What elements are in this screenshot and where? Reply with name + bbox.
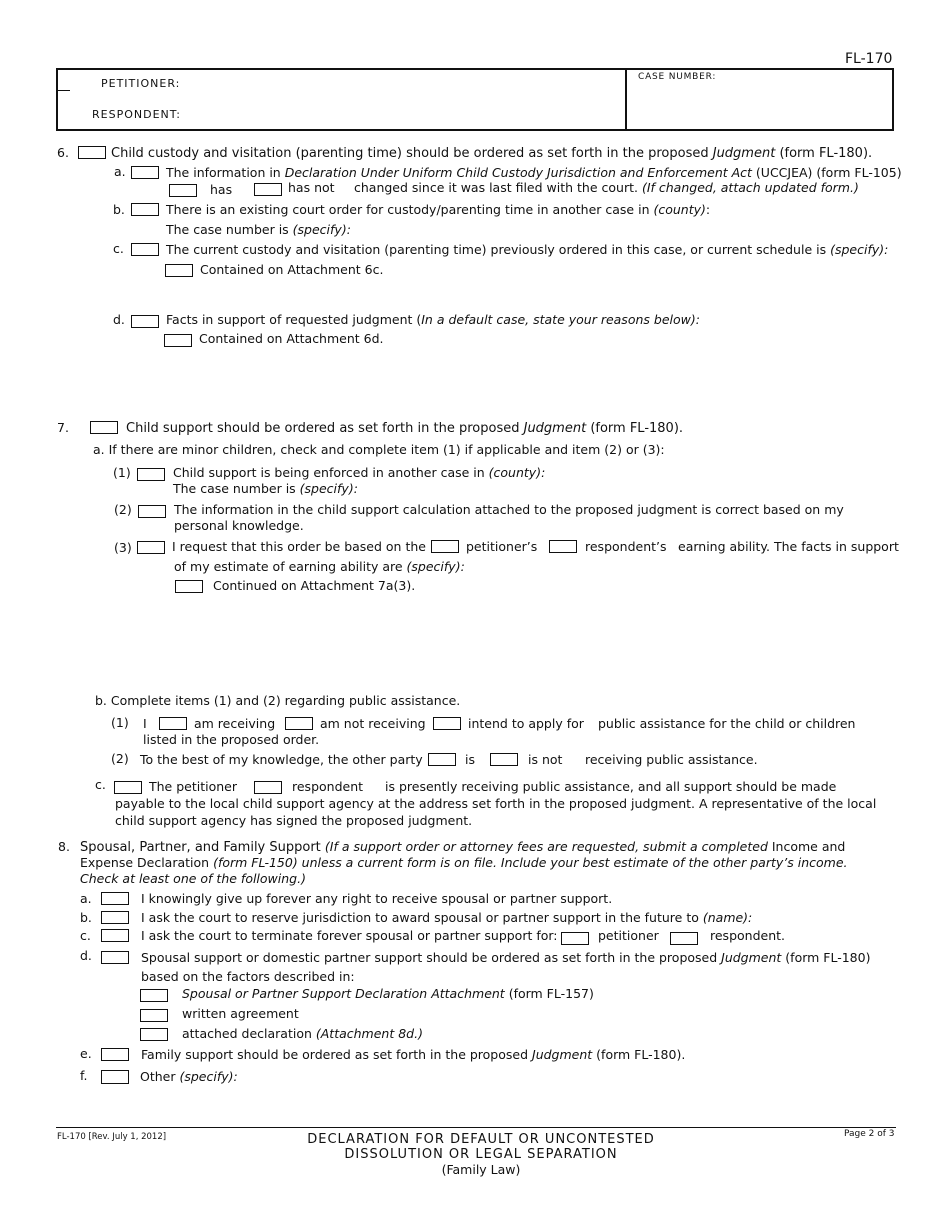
s8c-respondent-checkbox[interactable] <box>670 932 698 945</box>
s8c-text: I ask the court to terminate forever spousal or partner support for: <box>141 928 558 943</box>
s8e-checkbox[interactable] <box>101 1048 129 1061</box>
s7a3-petitioner-checkbox[interactable] <box>431 540 459 553</box>
s6a-has-checkbox[interactable] <box>169 184 197 197</box>
s7b1-am-receiving-checkbox[interactable] <box>159 717 187 730</box>
s7b1-intend-label: intend to apply for <box>468 716 584 731</box>
s6d-letter: d. <box>113 312 125 327</box>
s8-title-line3: Check at least one of the following.) <box>80 871 306 886</box>
s8d-option1-label: Spousal or Partner Support Declaration Attachment (form FL-157) <box>182 986 594 1001</box>
s8-number: 8. <box>58 839 70 854</box>
s7a1-checkbox[interactable] <box>137 468 165 481</box>
s8a-letter: a. <box>80 891 92 906</box>
s7c-end-text: is presently receiving public assistance, and all support should be made <box>385 779 837 794</box>
s7b1-i: I <box>143 716 147 731</box>
s7a-text: a. If there are minor children, check and complete item (1) if applicable and item (2) or (3): <box>93 442 665 457</box>
s8c-letter: c. <box>80 928 91 943</box>
s8d-letter: d. <box>80 948 92 963</box>
s6c-attach-text: Contained on Attachment 6c. <box>200 262 384 277</box>
s8f-text: Other (specify): <box>140 1069 238 1084</box>
footer-page-number: Page 2 of 3 <box>844 1129 895 1139</box>
petitioner-label: PETITIONER: <box>101 77 181 90</box>
caption-mark <box>56 90 70 91</box>
s8a-text: I knowingly give up forever any right to receive spousal or partner support. <box>141 891 613 906</box>
s7c-text-line3: child support agency has signed the proposed judgment. <box>115 813 473 828</box>
s6-checkbox[interactable] <box>78 146 106 159</box>
s7b1-text-line2: listed in the proposed order. <box>143 732 320 747</box>
footer-title-line2: DISSOLUTION OR LEGAL SEPARATION <box>344 1147 618 1162</box>
s6c-letter: c. <box>113 241 124 256</box>
caption-box <box>56 68 894 131</box>
s6d-checkbox[interactable] <box>131 315 159 328</box>
case-number-label: CASE NUMBER: <box>638 72 717 82</box>
s7a3-petitioner-label: petitioner’s <box>466 539 538 554</box>
s7b1-am-not-receiving-label: am not receiving <box>320 716 426 731</box>
s8d-option2-label: written agreement <box>182 1006 299 1021</box>
s7b1-intend-checkbox[interactable] <box>433 717 461 730</box>
s8b-letter: b. <box>80 910 92 925</box>
s7c-letter: c. <box>95 777 106 792</box>
s8d-text-line2: based on the factors described in: <box>141 969 355 984</box>
s7a1-text: Child support is being enforced in another case in (county): <box>173 465 546 480</box>
s7b1-am-not-receiving-checkbox[interactable] <box>285 717 313 730</box>
s7a2-checkbox[interactable] <box>138 505 166 518</box>
s7a3-attach-text: Continued on Attachment 7a(3). <box>213 578 416 593</box>
s8d-option1-checkbox[interactable] <box>140 989 168 1002</box>
s7a2-text-line1: The information in the child support calculation attached to the proposed judgment is correct based on my <box>174 502 844 517</box>
s6a-has-label: has <box>210 182 233 197</box>
s7a2-text-line2: personal knowledge. <box>174 518 304 533</box>
respondent-label: RESPONDENT: <box>92 108 181 121</box>
s7a3-checkbox[interactable] <box>137 541 165 554</box>
s6b-text: There is an existing court order for custody/parenting time in another case in (county): <box>166 202 711 217</box>
s8c-respondent-label: respondent. <box>710 928 785 943</box>
footer-rule <box>56 1127 896 1128</box>
s8c-petitioner-label: petitioner <box>598 928 659 943</box>
s7a3-number: (3) <box>114 540 132 555</box>
s7-number: 7. <box>57 420 69 435</box>
s7a1-number: (1) <box>113 465 131 480</box>
s7b2-isnot-label: is not <box>528 752 563 767</box>
s8a-checkbox[interactable] <box>101 892 129 905</box>
s8f-checkbox[interactable] <box>101 1070 129 1084</box>
s8b-text: I ask the court to reserve jurisdiction to award spousal or partner support in the future to (name): <box>141 910 753 925</box>
s6a-checkbox[interactable] <box>131 166 159 179</box>
s6a-hasnot-checkbox[interactable] <box>254 183 282 196</box>
s7-text: Child support should be ordered as set forth in the proposed Judgment (form FL-180). <box>126 421 684 436</box>
s6c-checkbox[interactable] <box>131 243 159 256</box>
s8-title: Spousal, Partner, and Family Support (If a support order or attorney fees are requested, submit a completed Income and <box>80 839 846 855</box>
s7b-text: b. Complete items (1) and (2) regarding public assistance. <box>95 693 461 708</box>
s7b1-am-receiving-label: am receiving <box>194 716 276 731</box>
s6-text: Child custody and visitation (parenting time) should be ordered as set forth in the proposed Judgment (form FL-180). <box>111 146 873 161</box>
s8c-petitioner-checkbox[interactable] <box>561 932 589 945</box>
s6c-text: The current custody and visitation (parenting time) previously ordered in this case, or current schedule is (specify): <box>166 242 889 257</box>
s7c-respondent-checkbox[interactable] <box>254 781 282 794</box>
s6-number: 6. <box>57 145 69 160</box>
s7a1-case-text: The case number is (specify): <box>173 481 358 496</box>
s6a-text: The information in Declaration Under Uniform Child Custody Jurisdiction and Enforcement Act (UCCJEA) (form FL-105) <box>166 165 902 180</box>
caption-divider <box>625 68 627 131</box>
s8d-option2-checkbox[interactable] <box>140 1009 168 1022</box>
s7b1-end-text: public assistance for the child or children <box>598 716 856 731</box>
s6d-attach-checkbox[interactable] <box>164 334 192 347</box>
s6b-letter: b. <box>113 202 125 217</box>
s6c-attach-checkbox[interactable] <box>165 264 193 277</box>
s7c-respondent-label: respondent <box>292 779 364 794</box>
s7c-petitioner-checkbox[interactable] <box>114 781 142 794</box>
s7b2-is-checkbox[interactable] <box>428 753 456 766</box>
footer-title-line3: (Family Law) <box>441 1162 521 1177</box>
s8e-text: Family support should be ordered as set forth in the proposed Judgment (form FL-180). <box>141 1047 686 1062</box>
s6a-hasnot-label: has not <box>288 180 335 195</box>
footer-title-line1: DECLARATION FOR DEFAULT OR UNCONTESTED <box>307 1132 655 1147</box>
s8d-checkbox[interactable] <box>101 951 129 964</box>
s7c-petitioner-label: The petitioner <box>149 779 237 794</box>
s7a3-attach-checkbox[interactable] <box>175 580 203 593</box>
s6b-checkbox[interactable] <box>131 203 159 216</box>
s8d-option3-checkbox[interactable] <box>140 1028 168 1041</box>
s8e-letter: e. <box>80 1046 92 1061</box>
s7b2-is-label: is <box>465 752 475 767</box>
s6d-text: Facts in support of requested judgment (In a default case, state your reasons below): <box>166 312 700 327</box>
s7a3-end-text: earning ability. The facts in support <box>678 539 899 554</box>
s7b2-isnot-checkbox[interactable] <box>490 753 518 766</box>
s7a3-text: I request that this order be based on the <box>172 539 426 554</box>
s6a-letter: a. <box>114 164 126 179</box>
s7a3-respondent-label: respondent’s <box>585 539 667 554</box>
s8f-letter: f. <box>80 1068 88 1083</box>
s7a2-number: (2) <box>114 502 132 517</box>
s7-checkbox[interactable] <box>90 421 118 434</box>
s7b2-text: To the best of my knowledge, the other party <box>140 752 423 767</box>
s6d-attach-text: Contained on Attachment 6d. <box>199 331 384 346</box>
s7a3-respondent-checkbox[interactable] <box>549 540 577 553</box>
s6b-case-text: The case number is (specify): <box>166 222 351 237</box>
s8d-text: Spousal support or domestic partner support should be ordered as set forth in the proposed Judgment (form FL-180) <box>141 950 871 965</box>
s7b2-number: (2) <box>111 751 129 766</box>
s8-title-line2: Expense Declaration (form FL-150) unless a current form is on file. Include your best estimate of the other party’s income. <box>80 855 848 870</box>
s8b-checkbox[interactable] <box>101 911 129 924</box>
form-number: FL-170 <box>845 51 893 67</box>
footer-revision: FL-170 [Rev. July 1, 2012] <box>57 1132 167 1142</box>
s7b1-number: (1) <box>111 715 129 730</box>
s8c-checkbox[interactable] <box>101 929 129 942</box>
s8d-option3-label: attached declaration (Attachment 8d.) <box>182 1026 423 1041</box>
s7a3-text-line2: of my estimate of earning ability are (specify): <box>174 559 465 574</box>
s7c-text-line2: payable to the local child support agency at the address set forth in the proposed judgment. A representative of the local <box>115 796 877 811</box>
s7b2-end-text: receiving public assistance. <box>585 752 758 767</box>
s6a-changed-text: changed since it was last filed with the court. (If changed, attach updated form.) <box>354 180 859 195</box>
